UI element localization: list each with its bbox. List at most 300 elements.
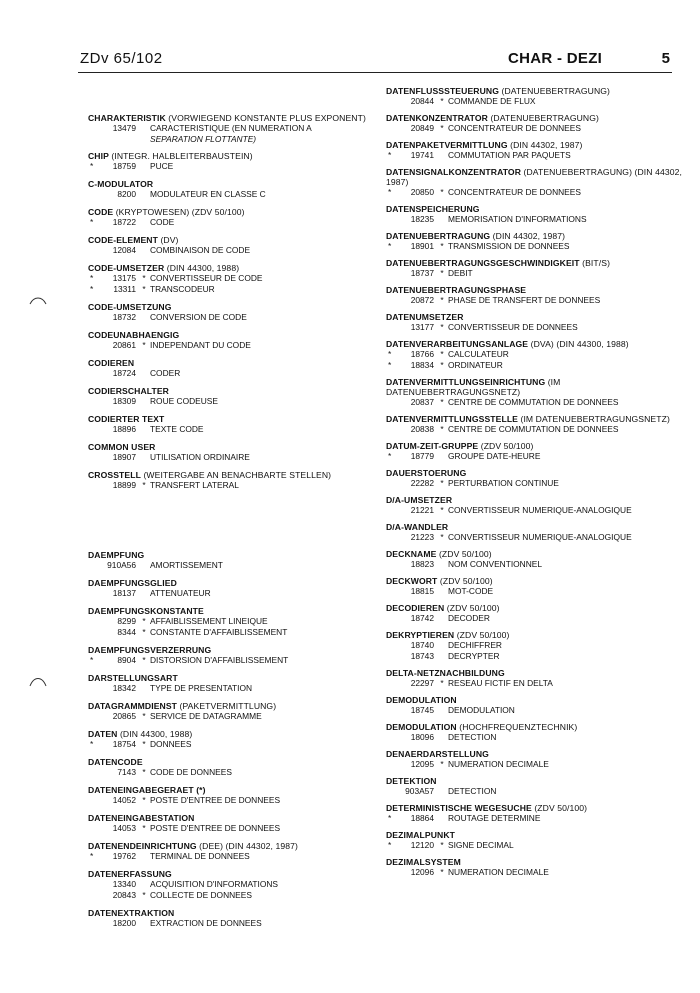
term-number: 14053 xyxy=(112,823,136,833)
star-marker: * xyxy=(440,241,444,251)
term-number: 13311 xyxy=(113,284,136,294)
translation-line xyxy=(88,123,383,134)
term-number: 18732 xyxy=(112,312,136,322)
term-number: 18907 xyxy=(112,452,136,462)
french-translation: DONNEES xyxy=(150,739,192,749)
term-number: 12096 xyxy=(410,867,434,877)
entry-term xyxy=(88,358,383,368)
translation-line xyxy=(386,268,686,279)
french-translation: AMORTISSEMENT xyxy=(150,560,223,570)
term-label: DATENERFASSUNG xyxy=(88,869,172,879)
translation-line xyxy=(386,559,686,570)
term-qualifier: (DATENUEBERTRAGUNG) (DIN 44302, 1987) xyxy=(386,167,685,187)
translation-line xyxy=(88,452,383,463)
entry-term xyxy=(88,869,383,879)
term-qualifier: (ZDV 50/100) xyxy=(436,549,492,559)
entry-term xyxy=(386,668,686,678)
marker: * xyxy=(388,813,392,823)
term-number: 18724 xyxy=(112,368,136,378)
translation-line xyxy=(386,322,686,333)
translation-line xyxy=(386,586,686,597)
term-number: 18834 xyxy=(410,360,434,370)
french-translation: CODE DE DONNEES xyxy=(150,767,232,777)
french-translation: CONVERTISSEUR DE CODE xyxy=(150,273,263,283)
term-number: 18896 xyxy=(112,424,136,434)
translation-line xyxy=(88,245,383,256)
term-number: 18235 xyxy=(410,214,434,224)
glossary-entry xyxy=(88,207,383,228)
translation-line xyxy=(386,505,686,516)
marker: * xyxy=(90,161,94,171)
translation-line xyxy=(88,711,383,722)
french-translation: MOT-CODE xyxy=(448,586,494,596)
glossary-entry xyxy=(386,630,686,662)
entry-term xyxy=(88,550,383,560)
term-label: DAEMPFUNGSKONSTANTE xyxy=(88,606,204,616)
entry-term xyxy=(386,339,686,349)
term-label: DAEMPFUNGSVERZERRUNG xyxy=(88,645,212,655)
translation-continuation: SEPARATION FLOTTANTE) xyxy=(150,134,257,144)
term-label: CODEUNABHAENGIG xyxy=(88,330,180,340)
glossary-entry xyxy=(386,857,686,878)
glossary-entry xyxy=(88,470,383,491)
term-label: DEMODULATION xyxy=(386,722,457,732)
entry-term xyxy=(386,140,686,150)
star-marker: * xyxy=(142,616,146,626)
french-translation: CONVERTISSEUR NUMERIQUE-ANALOGIQUE xyxy=(448,532,632,542)
entry-term xyxy=(88,386,383,396)
glossary-entry xyxy=(88,179,383,200)
french-translation: AFFAIBLISSEMENT LINEIQUE xyxy=(150,616,268,626)
term-label: DATENEXTRAKTION xyxy=(88,908,175,918)
star-marker: * xyxy=(440,867,444,877)
term-label: CODIEREN xyxy=(88,358,135,368)
french-translation: CONVERTISSEUR NUMERIQUE-ANALOGIQUE xyxy=(448,505,632,515)
french-translation: DISTORSION D'AFFAIBLISSEMENT xyxy=(150,655,289,665)
term-number: 910A56 xyxy=(107,560,136,570)
term-label: DEZIMALSYSTEM xyxy=(386,857,461,867)
glossary-entry xyxy=(386,776,686,797)
star-marker: * xyxy=(440,360,444,370)
term-label: DATENSIGNALKONZENTRATOR xyxy=(386,167,522,177)
term-label: CODE-ELEMENT xyxy=(88,235,158,245)
translation-line xyxy=(386,295,686,306)
entry-term xyxy=(88,841,383,851)
term-number: 18096 xyxy=(410,732,434,742)
term-label: CHARAKTERISTIK xyxy=(88,113,166,123)
term-qualifier: (DV) xyxy=(157,235,179,245)
term-number: 18759 xyxy=(112,161,136,171)
term-label: DATUM-ZEIT-GRUPPE xyxy=(386,441,479,451)
translation-line xyxy=(386,241,686,252)
french-translation: CENTRE DE COMMUTATION DE DONNEES xyxy=(448,424,619,434)
entry-term xyxy=(386,830,686,840)
document-id: ZDv 65/102 xyxy=(80,50,163,67)
french-translation: MEMORISATION D'INFORMATIONS xyxy=(448,214,587,224)
term-qualifier: (ZDV 50/100) xyxy=(437,576,493,586)
term-number: 18899 xyxy=(112,480,136,490)
marker: * xyxy=(90,655,94,665)
french-translation: TRANSFERT LATERAL xyxy=(150,480,239,490)
term-label: DATENCODE xyxy=(88,757,143,767)
term-number: 12084 xyxy=(112,245,136,255)
marker: * xyxy=(388,349,392,359)
term-qualifier: (PAKETVERMITTLUNG) xyxy=(177,701,277,711)
term-label: DATEN xyxy=(88,729,118,739)
entry-term xyxy=(88,645,383,655)
star-marker: * xyxy=(142,480,146,490)
term-label: CODIERTER TEXT xyxy=(88,414,165,424)
term-number: 12120 xyxy=(410,840,434,850)
range-title: CHAR - DEZI xyxy=(508,50,603,67)
glossary-entry xyxy=(386,377,686,408)
star-marker: * xyxy=(142,340,146,350)
french-translation: CARACTERISTIQUE (EN NUMERATION A xyxy=(150,123,312,133)
entry-term xyxy=(386,113,686,123)
translation-line xyxy=(88,795,383,806)
entry-term xyxy=(88,813,383,823)
glossary-entry xyxy=(88,578,383,599)
star-marker: * xyxy=(440,268,444,278)
entry-term xyxy=(386,630,686,640)
french-translation: RESEAU FICTIF EN DELTA xyxy=(448,678,553,688)
glossary-entry xyxy=(88,908,383,929)
french-translation: GROUPE DATE-HEURE xyxy=(448,451,541,461)
term-label: DAEMPFUNGSGLIED xyxy=(88,578,177,588)
glossary-entry xyxy=(88,263,383,295)
term-label: DATAGRAMMDIENST xyxy=(88,701,178,711)
translation-line xyxy=(88,683,383,694)
term-number: 18737 xyxy=(410,268,434,278)
term-number: 21223 xyxy=(410,532,434,542)
translation-line xyxy=(88,655,383,666)
term-label: DATENUMSETZER xyxy=(386,312,464,322)
term-label: DATENEINGABESTATION xyxy=(88,813,195,823)
translation-line xyxy=(386,214,686,225)
glossary-entry xyxy=(88,841,383,862)
entry-term xyxy=(386,468,686,478)
glossary-entry xyxy=(386,441,686,462)
entry-term xyxy=(386,495,686,505)
term-number: 12095 xyxy=(410,759,434,769)
entry-term xyxy=(88,414,383,424)
glossary-entry xyxy=(88,757,383,778)
term-label: DEMODULATION xyxy=(386,695,457,705)
french-translation: CODER xyxy=(150,368,181,378)
marker: * xyxy=(388,840,392,850)
star-marker: * xyxy=(440,123,444,133)
translation-line xyxy=(88,851,383,862)
term-label: C-MODULATOR xyxy=(88,179,154,189)
marker: * xyxy=(388,451,392,461)
entry-term xyxy=(88,757,383,767)
term-label: DECODIEREN xyxy=(386,603,445,613)
star-marker: * xyxy=(142,284,146,294)
term-number: 13175 xyxy=(112,273,136,283)
french-translation: TYPE DE PRESENTATION xyxy=(150,683,253,693)
glossary-entry xyxy=(88,869,383,901)
translation-line xyxy=(88,560,383,571)
term-number: 19741 xyxy=(410,150,434,160)
term-qualifier: (ZDV 50/100) xyxy=(454,630,510,640)
french-translation: CONVERTISSEUR DE DONNEES xyxy=(448,322,578,332)
french-translation: CONCENTRATEUR DE DONNEES xyxy=(448,187,581,197)
entry-term xyxy=(386,167,686,187)
french-translation: ROUTAGE DETERMINE xyxy=(448,813,541,823)
glossary-entry xyxy=(386,113,686,134)
french-translation: NOM CONVENTIONNEL xyxy=(448,559,542,569)
term-number: 8200 xyxy=(117,189,136,199)
translation-line xyxy=(386,732,686,743)
term-qualifier: (ZDV 50/100) xyxy=(478,441,534,451)
glossary-entry xyxy=(386,414,686,435)
translation-line xyxy=(88,823,383,834)
glossary-entry xyxy=(88,358,383,379)
glossary-entry xyxy=(88,785,383,806)
term-qualifier: (ZDV 50/100) xyxy=(531,803,588,813)
marker: * xyxy=(388,150,392,160)
star-marker: * xyxy=(440,424,444,434)
glossary-entry xyxy=(88,813,383,834)
french-translation: CONSTANTE D'AFFAIBLISSEMENT xyxy=(150,627,288,637)
entry-term xyxy=(386,441,686,451)
term-number: 18779 xyxy=(410,451,434,461)
glossary-entry xyxy=(88,645,383,666)
term-label: DATENFLUSSSTEUERUNG xyxy=(386,86,499,96)
translation-line xyxy=(88,739,383,750)
translation-line xyxy=(88,396,383,407)
glossary-entry xyxy=(88,330,383,351)
marker: * xyxy=(388,360,392,370)
french-translation: CODE xyxy=(150,217,175,227)
term-label: DEKRYPTIEREN xyxy=(386,630,455,640)
translation-line xyxy=(386,123,686,134)
translation-line xyxy=(386,451,686,462)
translation-line xyxy=(88,918,383,929)
french-translation: ACQUISITION D'INFORMATIONS xyxy=(150,879,278,889)
term-qualifier: (DATENUEBERTRAGUNG) xyxy=(499,86,611,96)
entry-term xyxy=(386,857,686,867)
glossary-entry xyxy=(386,830,686,851)
term-number: 18722 xyxy=(112,217,136,227)
entry-term xyxy=(88,606,383,616)
french-translation: COMMANDE DE FLUX xyxy=(448,96,536,106)
term-number: 18342 xyxy=(112,683,136,693)
term-label: DAEMPFUNG xyxy=(88,550,145,560)
entry-term xyxy=(386,204,686,214)
entry-term xyxy=(386,258,686,268)
star-marker: * xyxy=(440,505,444,515)
term-number: 8344 xyxy=(117,627,136,637)
term-number: 22282 xyxy=(410,478,434,488)
term-qualifier: (DIN 44302, 1987) xyxy=(507,140,583,150)
translation-line xyxy=(386,150,686,161)
french-translation: PERTURBATION CONTINUE xyxy=(448,478,559,488)
star-marker: * xyxy=(440,349,444,359)
marker: * xyxy=(388,187,392,197)
french-translation: NUMERATION DECIMALE xyxy=(448,759,549,769)
translation-line xyxy=(88,616,383,627)
term-qualifier: (VORWIEGEND KONSTANTE PLUS EXPONENT) xyxy=(165,113,366,123)
french-translation: COLLECTE DE DONNEES xyxy=(150,890,252,900)
french-translation: DEMODULATION xyxy=(448,705,515,715)
glossary-entry xyxy=(386,668,686,689)
left-column xyxy=(88,113,383,936)
translation-line xyxy=(386,96,686,107)
glossary-entry xyxy=(88,606,383,638)
term-number: 18740 xyxy=(410,640,434,650)
translation-line xyxy=(386,640,686,651)
entry-term xyxy=(88,470,383,480)
term-number: 13479 xyxy=(112,123,136,133)
star-marker: * xyxy=(142,273,146,283)
translation-line xyxy=(88,284,383,295)
term-number: 18823 xyxy=(410,559,434,569)
term-qualifier: (BIT/S) xyxy=(579,258,611,268)
french-translation: CONCENTRATEUR DE DONNEES xyxy=(448,123,581,133)
entry-term xyxy=(386,377,686,397)
term-label: DECKNAME xyxy=(386,549,437,559)
term-label: DATENVERARBEITUNGSANLAGE xyxy=(386,339,529,349)
entry-term xyxy=(88,263,383,273)
translation-line xyxy=(386,651,686,662)
star-marker: * xyxy=(440,322,444,332)
glossary-entry xyxy=(386,167,686,198)
star-marker: * xyxy=(142,655,146,665)
term-number: 18745 xyxy=(410,705,434,715)
term-label: CROSSTELL xyxy=(88,470,141,480)
entry-term xyxy=(386,722,686,732)
star-marker: * xyxy=(142,890,146,900)
entry-term xyxy=(386,312,686,322)
term-number: 8904 xyxy=(117,655,136,665)
translation-line xyxy=(88,480,383,491)
glossary-entry xyxy=(386,312,686,333)
entry-term xyxy=(88,908,383,918)
star-marker: * xyxy=(440,478,444,488)
term-label: DETERMINISTISCHE WEGESUCHE xyxy=(386,803,532,813)
marker: * xyxy=(90,739,94,749)
entry-term xyxy=(386,603,686,613)
french-translation: POSTE D'ENTREE DE DONNEES xyxy=(150,795,281,805)
glossary-entry xyxy=(386,285,686,306)
term-label: COMMON USER xyxy=(88,442,156,452)
entry-term xyxy=(88,729,383,739)
entry-term xyxy=(88,235,383,245)
glossary-entry xyxy=(386,603,686,624)
term-label: CHIP xyxy=(88,151,109,161)
entry-term xyxy=(386,695,686,705)
french-translation: TRANSCODEUR xyxy=(150,284,215,294)
translation-line xyxy=(88,368,383,379)
term-number: 18743 xyxy=(410,651,434,661)
translation-line xyxy=(88,161,383,172)
star-marker: * xyxy=(440,759,444,769)
french-translation: UTILISATION ORDINAIRE xyxy=(150,452,250,462)
translation-line xyxy=(88,189,383,200)
term-label: DATENKONZENTRATOR xyxy=(386,113,488,123)
term-label: DATENVERMITTLUNGSSTELLE xyxy=(386,414,518,424)
glossary-entry xyxy=(88,151,383,172)
term-label: D/A-WANDLER xyxy=(386,522,449,532)
french-translation: DEBIT xyxy=(448,268,473,278)
entry-term xyxy=(88,151,383,161)
french-translation: COMBINAISON DE CODE xyxy=(150,245,251,255)
term-qualifier: (DVA) (DIN 44300, 1988) xyxy=(528,339,629,349)
french-translation: ROUE CODEUSE xyxy=(150,396,218,406)
section-gap xyxy=(88,498,383,550)
translation-line xyxy=(386,678,686,689)
glossary-entry xyxy=(386,258,686,279)
term-number: 20837 xyxy=(410,397,434,407)
term-qualifier: (KRYPTOWESEN) (ZDV 50/100) xyxy=(113,207,245,217)
french-translation: COMMUTATION PAR PAQUETS xyxy=(448,150,571,160)
entry-term xyxy=(386,414,686,424)
marker: * xyxy=(90,217,94,227)
glossary-entry xyxy=(386,468,686,489)
translation-line xyxy=(386,840,686,851)
term-number: 18815 xyxy=(410,586,434,596)
term-label: DAUERSTOERUNG xyxy=(386,468,467,478)
french-translation: DETECTION xyxy=(448,732,497,742)
term-number: 14052 xyxy=(112,795,136,805)
french-translation: PHASE DE TRANSFERT DE DONNEES xyxy=(448,295,601,305)
term-label: DECKWORT xyxy=(386,576,438,586)
term-label: DATENUEBERTRAGUNGSPHASE xyxy=(386,285,527,295)
entry-term xyxy=(88,207,383,217)
translation-line xyxy=(88,312,383,323)
translation-line xyxy=(88,879,383,890)
translation-line xyxy=(386,349,686,360)
term-label: DELTA-NETZNACHBILDUNG xyxy=(386,668,505,678)
translation-line xyxy=(386,187,686,198)
entry-term xyxy=(386,576,686,586)
marker: * xyxy=(90,851,94,861)
term-qualifier: (WEITERGABE AN BENACHBARTE STELLEN) xyxy=(140,470,332,480)
term-number: 20849 xyxy=(410,123,434,133)
translation-line xyxy=(88,890,383,901)
glossary-entry xyxy=(386,722,686,743)
entry-term xyxy=(386,549,686,559)
glossary-entry xyxy=(88,729,383,750)
marker: * xyxy=(90,284,94,294)
term-qualifier: (DIN 44300, 1988) xyxy=(117,729,193,739)
glossary-entry xyxy=(386,749,686,770)
marker: * xyxy=(388,241,392,251)
glossary-entry xyxy=(386,803,686,824)
translation-line xyxy=(386,786,686,797)
french-translation: ORDINATEUR xyxy=(448,360,503,370)
term-label: DATENVERMITTLUNGSEINRICHTUNG xyxy=(386,377,546,387)
term-label: CODE xyxy=(88,207,114,217)
term-number: 20850 xyxy=(410,187,434,197)
glossary-entry xyxy=(386,231,686,252)
french-translation: CENTRE DE COMMUTATION DE DONNEES xyxy=(448,397,619,407)
glossary-entry xyxy=(386,86,686,107)
term-number: 19762 xyxy=(112,851,136,861)
glossary-entry xyxy=(386,140,686,161)
term-number: 20872 xyxy=(410,295,434,305)
term-label: CODE-UMSETZER xyxy=(88,263,165,273)
translation-line xyxy=(88,588,383,599)
translation-line xyxy=(88,273,383,284)
term-label: DATENENDEINRICHTUNG xyxy=(88,841,197,851)
star-marker: * xyxy=(440,187,444,197)
term-label: DARSTELLUNGSART xyxy=(88,673,178,683)
term-label: DATENSPEICHERUNG xyxy=(386,204,480,214)
entry-term xyxy=(88,442,383,452)
french-translation: ATTENUATEUR xyxy=(150,588,211,598)
